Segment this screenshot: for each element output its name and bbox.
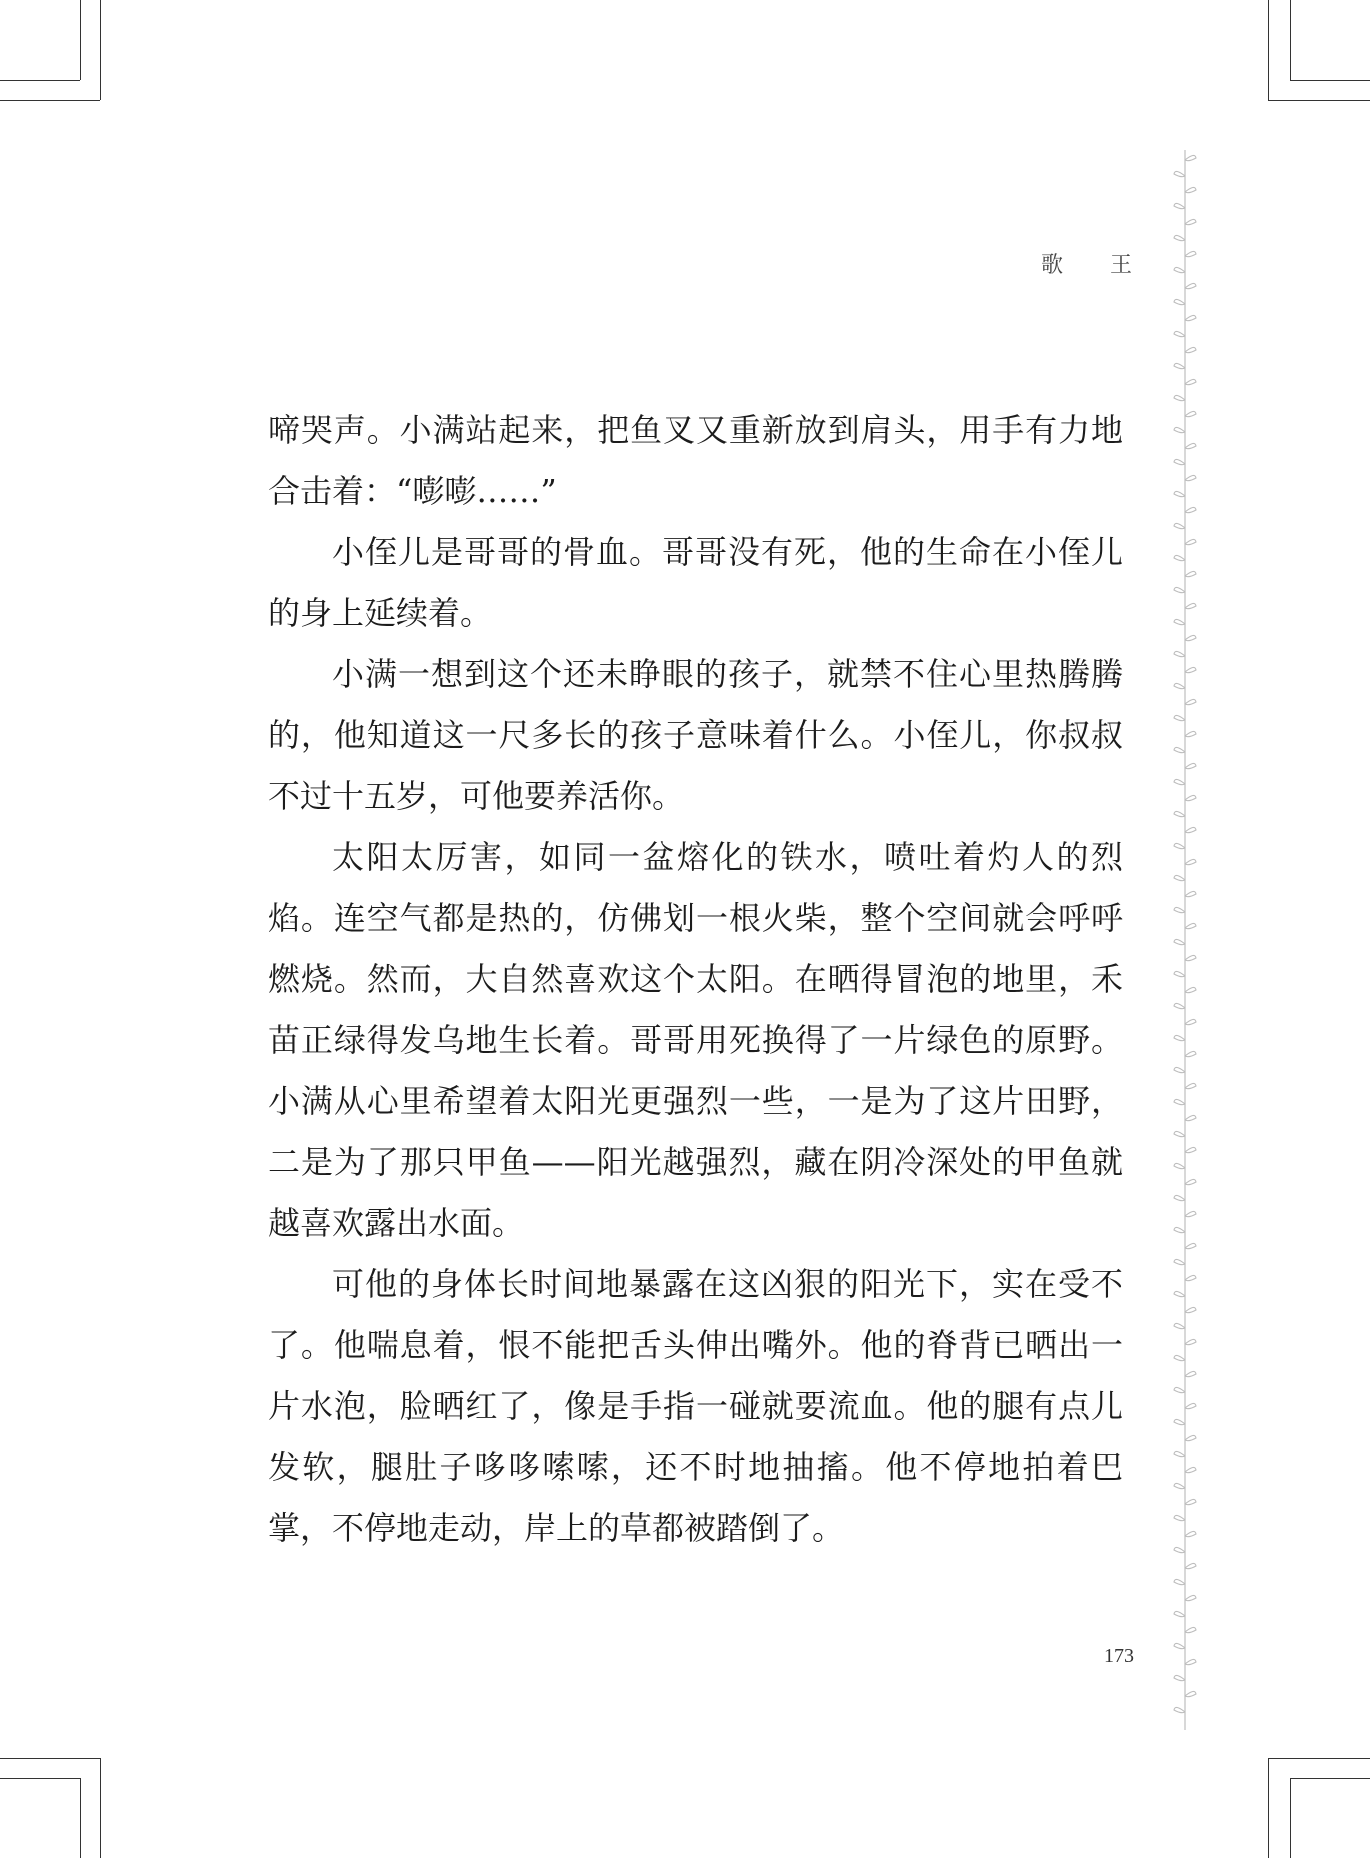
vine-leaf (1185, 283, 1196, 288)
vine-leaf (1185, 923, 1196, 928)
paragraph-3: 小满一想到这个还未睁眼的孩子，就禁不住心里热腾腾的，他知道这一尺多长的孩子意味着什么。小侄儿，你叔叔不过十五岁，可他要养活你。 (268, 655, 1123, 815)
vine-leaf (1174, 779, 1185, 784)
vine-leaf (1185, 1595, 1196, 1600)
vine-leaf (1185, 731, 1196, 736)
vine-leaf (1174, 235, 1185, 240)
vine-leaf (1185, 1211, 1196, 1216)
vine-leaf (1174, 523, 1185, 528)
vine-leaf (1185, 443, 1196, 448)
vine-leaf (1185, 1659, 1196, 1664)
paragraph-1: 啼哭声。小满站起来，把鱼叉又重新放到肩头，用手有力地合击着：“嘭嘭……” (268, 411, 1123, 510)
vine-leaf (1185, 315, 1196, 320)
vine-leaf (1185, 603, 1196, 608)
vine-leaf (1185, 1115, 1196, 1120)
vine-leaf (1185, 1563, 1196, 1568)
vine-leaf (1185, 1339, 1196, 1344)
crop-mark-bottom-left-h2 (0, 1778, 80, 1779)
vine-leaf (1185, 667, 1196, 672)
paragraph-5: 可他的身体长时间地暴露在这凶狠的阳光下，实在受不了。他喘息着，恨不能把舌头伸出嘴外。他的脊背已晒出一片水泡，脸晒红了，像是手指一碰就要流血。他的腿有点儿发软，腿肚子哆哆嗦嗦，还不时地抽搐。他不停地拍着巴掌，不停地走动，岸上的草都被踏倒了。 (268, 1265, 1123, 1547)
vine-leaf (1185, 635, 1196, 640)
vine-leaf (1174, 1195, 1185, 1200)
vine-leaf (1174, 363, 1185, 368)
vine-leaf (1174, 939, 1185, 944)
vine-leaf (1174, 747, 1185, 752)
vine-leaf (1174, 715, 1185, 720)
vine-leaf (1174, 1163, 1185, 1168)
vine-leaf (1174, 843, 1185, 848)
vine-leaf (1174, 1611, 1185, 1616)
vine-leaf (1185, 859, 1196, 864)
vine-leaf (1185, 955, 1196, 960)
vine-border-decoration (1160, 150, 1210, 1730)
vine-leaf (1185, 347, 1196, 352)
vine-leaf (1185, 1403, 1196, 1408)
vine-leaf (1185, 251, 1196, 256)
vine-leaf (1174, 1419, 1185, 1424)
vine-leaf (1174, 1579, 1185, 1584)
vine-leaf (1185, 1275, 1196, 1280)
vine-leaf (1185, 1435, 1196, 1440)
vine-leaf (1185, 219, 1196, 224)
crop-mark-top-left-h2 (0, 80, 80, 81)
vine-leaf (1185, 1147, 1196, 1152)
crop-mark-top-right-h2 (1290, 80, 1370, 81)
vine-leaf (1174, 875, 1185, 880)
vine-leaf (1185, 187, 1196, 192)
vine-leaf (1174, 907, 1185, 912)
vine-leaf (1174, 459, 1185, 464)
crop-mark-top-left-v2 (80, 0, 81, 80)
crop-mark-bottom-left-v2 (80, 1778, 81, 1858)
vine-leaf (1174, 1547, 1185, 1552)
crop-mark-bottom-right-h2 (1290, 1778, 1370, 1779)
vine-leaf (1174, 1451, 1185, 1456)
paragraph-2: 小侄儿是哥哥的骨血。哥哥没有死，他的生命在小侄儿的身上延续着。 (268, 533, 1123, 632)
page-number: 173 (1104, 1645, 1134, 1667)
vine-leaf (1174, 267, 1185, 272)
vine-leaf (1185, 827, 1196, 832)
crop-mark-bottom-right-v (1268, 1758, 1269, 1858)
vine-leaf (1174, 1387, 1185, 1392)
vine-leaf (1174, 555, 1185, 560)
vine-leaf (1174, 491, 1185, 496)
crop-mark-top-left-v (100, 0, 101, 100)
vine-leaf (1174, 971, 1185, 976)
vine-leaf (1174, 1131, 1185, 1136)
crop-mark-top-right-v2 (1290, 0, 1291, 80)
crop-mark-bottom-left-h (0, 1758, 100, 1759)
vine-leaf (1174, 395, 1185, 400)
vine-leaf (1174, 1067, 1185, 1072)
body-text (268, 400, 1123, 1559)
vine-leaf (1185, 699, 1196, 704)
vine-leaf (1185, 475, 1196, 480)
vine-leaf (1185, 1243, 1196, 1248)
vine-leaf (1174, 1483, 1185, 1488)
crop-mark-top-left-h (0, 100, 100, 101)
vine-leaf (1185, 155, 1196, 160)
vine-leaf (1174, 1707, 1185, 1712)
vine-leaf (1185, 1083, 1196, 1088)
vine-leaf (1174, 299, 1185, 304)
vine-leaf (1185, 1179, 1196, 1184)
vine-leaf (1185, 379, 1196, 384)
vine-leaf (1174, 1291, 1185, 1296)
vine-leaf (1174, 1675, 1185, 1680)
vine-leaf (1174, 1003, 1185, 1008)
vine-leaf (1185, 1051, 1196, 1056)
vine-leaf (1185, 1467, 1196, 1472)
crop-mark-bottom-right-v2 (1290, 1778, 1291, 1858)
vine-leaf (1174, 587, 1185, 592)
vine-leaf (1185, 891, 1196, 896)
vine-leaf (1185, 1019, 1196, 1024)
vine-leaf (1185, 1371, 1196, 1376)
vine-leaf (1174, 1643, 1185, 1648)
vine-leaf (1174, 203, 1185, 208)
vine-leaf (1174, 427, 1185, 432)
vine-leaf (1185, 987, 1196, 992)
vine-leaf (1174, 1259, 1185, 1264)
vine-leaf (1174, 331, 1185, 336)
crop-mark-top-right-h (1268, 100, 1370, 101)
vine-leaf (1174, 619, 1185, 624)
vine-leaf (1174, 1035, 1185, 1040)
vine-leaf (1185, 539, 1196, 544)
vine-leaf (1174, 811, 1185, 816)
vine-leaf (1185, 1627, 1196, 1632)
vine-leaf (1185, 763, 1196, 768)
vine-leaf (1185, 507, 1196, 512)
paragraph-4: 太阳太厉害，如同一盆熔化的铁水，喷吐着灼人的烈焰。连空气都是热的，仿佛划一根火柴，整个空间就会呼呼燃烧。然而，大自然喜欢这个太阳。在晒得冒泡的地里，禾苗正绿得发乌地生长着。哥哥用死换得了一片绿色的原野。小满从心里希望着太阳光更强烈一些，一是为了这片田野，二是为了那只甲鱼——阳光越强烈，藏在阴冷深处的甲鱼就越喜欢露出水面。 (268, 838, 1123, 1242)
crop-mark-top-right-v (1268, 0, 1269, 100)
vine-leaf (1185, 1499, 1196, 1504)
vine-leaf (1185, 1691, 1196, 1696)
vine-leaf (1185, 571, 1196, 576)
vine-leaf (1174, 1099, 1185, 1104)
vine-leaf (1174, 171, 1185, 176)
crop-mark-bottom-right-h (1268, 1758, 1370, 1759)
vine-leaf (1185, 795, 1196, 800)
vine-leaf (1174, 1515, 1185, 1520)
vine-leaf (1185, 1307, 1196, 1312)
vine-leaf (1185, 1531, 1196, 1536)
vine-leaf (1174, 1323, 1185, 1328)
vine-leaf (1174, 1227, 1185, 1232)
vine-leaf (1174, 1355, 1185, 1360)
crop-mark-bottom-left-v (100, 1758, 101, 1858)
vine-leaf (1174, 683, 1185, 688)
vine-leaf (1174, 651, 1185, 656)
running-title: 歌 王 (1041, 253, 1152, 278)
vine-leaf (1185, 411, 1196, 416)
